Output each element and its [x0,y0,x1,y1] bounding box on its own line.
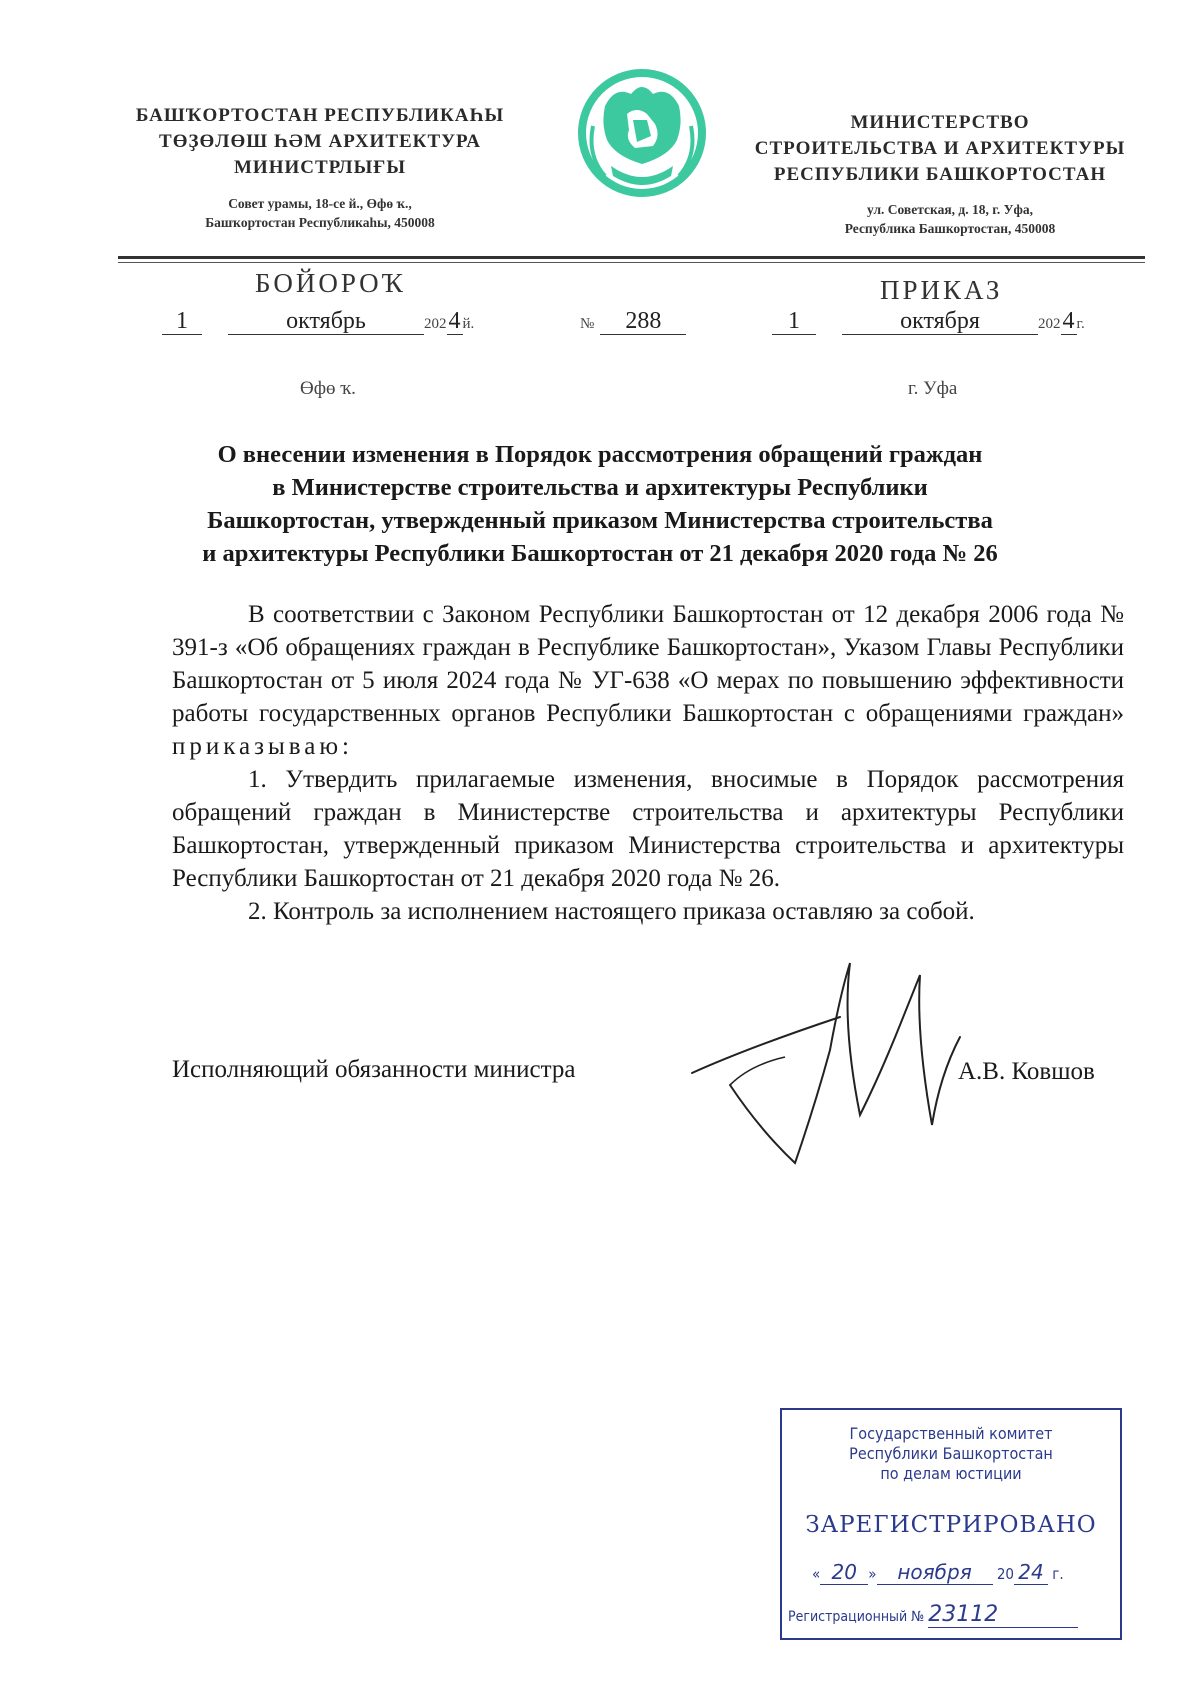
order-word: приказываю: [172,733,353,760]
header-right-address [790,200,1110,238]
handwritten-signature-icon [690,955,970,1175]
document-body [172,598,1124,928]
stamp-status: ЗАРЕГИСТРИРОВАНО [805,1512,1097,1538]
city-russian: г. Уфа [908,378,958,399]
stamp-open-quote: « [812,1565,821,1583]
stamp-org-line: по делам юстиции [880,1464,1022,1483]
stamp-reg-label: Регистрационный № [788,1609,925,1625]
stamp-day: 20 [820,1560,868,1585]
date-right-year-prefix: 202 [1038,316,1061,332]
stamp-date [812,1560,1064,1585]
signatory-name: А.В. Ковшов [958,1058,1095,1085]
paragraph-preamble [172,598,1124,763]
stamp-year-suffix: г. [1052,1565,1064,1583]
header-right-line: МИНИСТЕРСТВО [850,112,1030,133]
doc-type-russian: ПРИКАЗ [880,275,1003,305]
date-left-day: 1 [162,308,202,335]
header-left-line: БАШҠОРТОСТАН РЕСПУБЛИКАҺЫ [135,105,505,126]
stamp-org-line: Государственный комитет [849,1424,1053,1443]
address-line: Совет урамы, 18-се й., Өфө ҡ., [228,196,412,211]
date-left [162,308,474,335]
title-line: и архитектуры Республики Башкортостан от 21 декабря 2020 года № 26 [202,540,998,567]
doc-type-bashkir: БОЙОРОҠ [255,268,406,298]
address-line: Башҡортостан Республикаһы, 450008 [205,215,435,230]
stamp-year-hand: 24 [1014,1560,1048,1585]
date-left-year-prefix: 202 [424,316,447,332]
header-left-line: МИНИСТРЛЫҒЫ [234,157,406,178]
stamp-organization [782,1424,1120,1484]
address-line: ул. Советская, д. 18, г. Уфа, [867,202,1033,217]
stamp-org-line: Республики Башкортостан [849,1444,1053,1463]
preamble-text: В соответствии с Законом Республики Башкортостан от 12 декабря 2006 года № 391-з «Об обращениях граждан в Республике Башкортостан», Указом Главы Республики Башкортостан от 5 июля 2024 года № УГ-638 «О мерах по повышению эффективности работы государственных органов Республики Башкортостан с обращениями граждан» [172,601,1124,727]
date-right-month: октября [842,308,1038,335]
date-right [772,308,1085,335]
date-right-day: 1 [772,308,816,335]
stamp-reg-number [788,1602,1078,1628]
header-left-org [110,103,530,181]
header-right-org [730,110,1150,188]
header-right-line: СТРОИТЕЛЬСТВА И АРХИТЕКТУРЫ [754,138,1126,159]
document-title [150,438,1050,570]
doc-number-label: № [580,316,595,332]
header-divider [118,256,1145,259]
doc-number-value: 288 [600,308,686,335]
stamp-reg-value: 23112 [928,1602,1078,1628]
date-left-year-suffix: й. [462,316,475,332]
stamp-year-prefix: 20 [996,1565,1014,1583]
date-right-year-suffix: г. [1076,316,1085,332]
paragraph-item-1: 1. Утвердить прилагаемые изменения, вносимые в Порядок рассмотрения обращений граждан в Министерстве строительства и архитектуры Республики Башкортостан, утвержденный приказом Министерства строительства и архитектуры Республики Башкортостан от 21 декабря 2020 года № 26. [172,766,1124,892]
doc-number [580,308,686,335]
date-right-year-digit: 4 [1062,308,1075,334]
emblem-icon [575,66,709,200]
signatory-role: Исполняющий обязанности министра [172,1056,576,1083]
header-left-address [150,194,490,232]
header-right-line: РЕСПУБЛИКИ БАШКОРТОСТАН [773,164,1107,185]
registration-stamp [780,1408,1122,1640]
stamp-close-quote: » [868,1565,877,1583]
address-line: Республика Башкортостан, 450008 [844,221,1056,236]
city-bashkir: Өфө ҡ. [300,378,356,399]
header-left-line: ТӨҘӨЛӨШ ҺӘМ АРХИТЕКТУРА [159,131,481,152]
title-line: в Министерстве строительства и архитектуры Республики [272,474,928,501]
date-left-month: октябрь [228,308,424,335]
title-line: Башкортостан, утвержденный приказом Министерства строительства [207,507,993,534]
title-line: О внесении изменения в Порядок рассмотрения обращений граждан [217,441,983,468]
header-divider-thin [118,262,1145,263]
date-left-year-digit: 4 [448,308,461,334]
stamp-month: ноября [877,1560,993,1585]
paragraph-item-2: 2. Контроль за исполнением настоящего приказа оставляю за собой. [248,898,975,925]
